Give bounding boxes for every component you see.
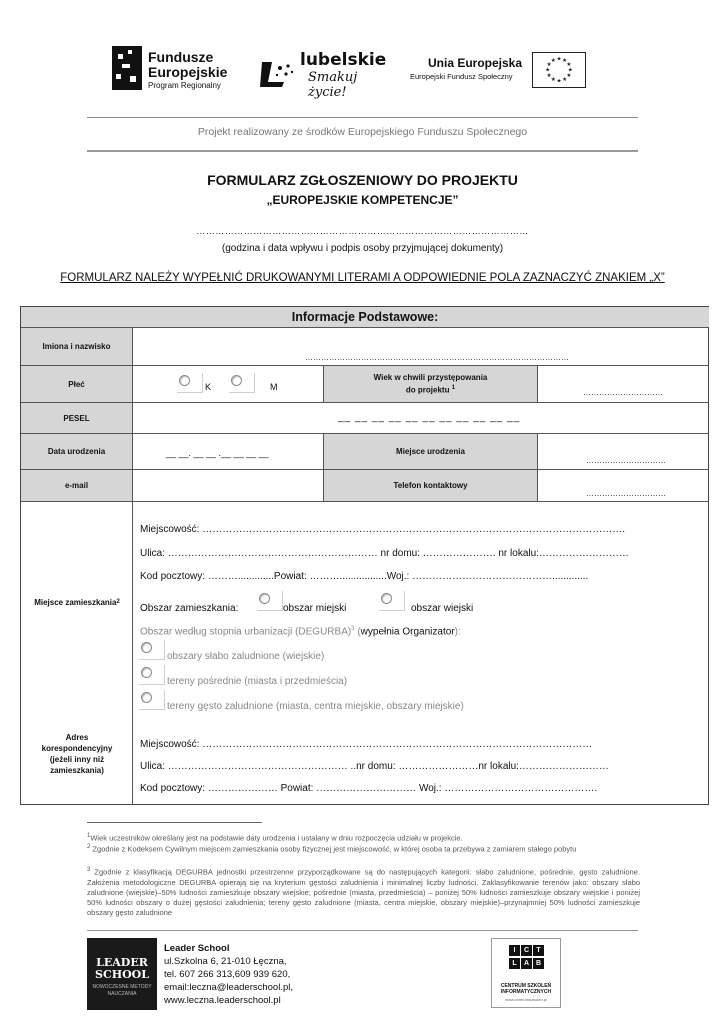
school-name: Leader School [164, 943, 230, 954]
name-label: Imiona i nazwisko [21, 328, 133, 366]
footnote-3: $^3$ Zgodnie z klasyfikacją DEGURBA jednostki przestrzenne przyporządkowane są do następujących kategorii: słabo zaludnione, pośrednie, gęsto zaludnione. Założenia metodologiczne DEGURBA opierają się na kryterium gęstości zaludnienia i minimalnej liczby ludności. Zaklasyfikowanie terenów jako: obszary słabo zaludnione (wiejskie)–50% ludności zamieszkuje obszary wiejskie; pośrednie (miasta, przedmieścia) – poniżej 50% ludności zamieszkuje obszary wiejskie i poniżej 50% ludności obszary o dużej gęstości zaludnienia; tereny gęsto zaludnione (miasta, centra miejskie, obszary miejskie)–przynajmniej 50% ludności zamieszkuje obszary gęsto zaludnione [87, 867, 640, 917]
footnote-divider [87, 822, 262, 823]
fill-instruction: FORMULARZ NALEŻY WYPEŁNIĆ DRUKOWANYMI LITERAMI A ODPOWIEDNIE POLA ZAZNACZYĆ ZNAKIEM „X” [60, 272, 665, 284]
svg-text:★: ★ [566, 61, 572, 68]
ue-title: Unia Europejska [428, 56, 523, 70]
basic-info-form [20, 306, 709, 805]
fe-line2: Europejskie [148, 64, 228, 80]
area-rural-radio[interactable] [379, 591, 405, 611]
svg-text:★: ★ [562, 76, 568, 83]
birth-place-label: Miejsce urodzenia [324, 434, 538, 470]
leader-school-contact [164, 942, 293, 1007]
signature-dots: …………………………………………………………………………………………… [196, 226, 529, 236]
unia-europejska-logo [410, 50, 605, 94]
ue-subtitle: Europejski Fundusz Społeczny [410, 72, 513, 81]
logo-bar [0, 40, 725, 100]
top-divider [87, 117, 638, 118]
area-label: Obszar zamieszkania: [140, 603, 239, 614]
corr-city-field[interactable]: Miejscowość: ……………………………………………………………………………………………………… [140, 739, 593, 750]
age-dots: ………………………… [583, 388, 663, 397]
area-rural-label: obszar wiejski [411, 603, 474, 614]
lubelskie-logo [258, 48, 387, 100]
corr-street-field[interactable]: Ulica: ……………………………………………… ..nr domu: ……………………nr lokalu:……………………… [140, 761, 609, 772]
footer-divider [87, 930, 638, 931]
footnote-1: $^1$Wiek uczestników określany jest na podstawie daty urodzenia i ustalany w dniu rozpoczęcia udziału w projekcie. [87, 833, 463, 843]
form-subtitle: „EUROPEJSKIE KOMPETENCJE” [266, 193, 459, 207]
svg-text:★: ★ [546, 61, 552, 68]
svg-text:★: ★ [566, 73, 572, 80]
svg-text:★: ★ [550, 57, 556, 64]
phone-field[interactable] [538, 470, 709, 502]
school-address: ul.Szkolna 6, 21-010 Łęczna, [164, 956, 287, 967]
degurba-heading: Obszar według stopnia urbanizacji (DEGURBA)$^3$ (wypełnia Organizator): [140, 626, 461, 638]
name-dots: ……………………………………………………………………………………… [305, 353, 569, 362]
area-city-radio[interactable] [257, 591, 283, 611]
section-header [21, 307, 709, 328]
lubelskie-slogan: Smakuj życie! [308, 70, 358, 100]
birth-place-field[interactable] [538, 434, 709, 470]
svg-text:★: ★ [550, 76, 556, 83]
birth-date-field[interactable] [133, 434, 324, 470]
school-email[interactable]: email:leczna@leaderschool.pl, [164, 982, 293, 993]
email-label: e-mail [21, 470, 133, 502]
section-title: Informacje Podstawowe: [291, 310, 439, 324]
lubelskie-mark-icon [258, 60, 296, 88]
svg-text:★: ★ [546, 73, 552, 80]
age-label: Wiek w chwili przystępowania do projektu $^1$ [324, 366, 538, 403]
pesel-dashes: __ __ __ __ __ __ __ __ __ __ __ [338, 412, 521, 423]
birth-date-label: Data urodzenia [21, 434, 133, 470]
svg-text:★: ★ [556, 56, 562, 63]
degurba-opt3-label: tereny gęsto zaludnione (miasta, centra miejskie, obszary miejskie) [167, 701, 464, 712]
leader-school-logo: LEADER SCHOOL NOWOCZESNE METODY NAUCZANIA [87, 938, 157, 1010]
svg-text:★: ★ [545, 67, 551, 74]
form-title: FORMULARZ ZGŁOSZENIOWY DO PROJEKTU [207, 172, 518, 188]
sex-k-label: K [205, 382, 212, 392]
degurba-opt1-label: obszary słabo zaludnione (wiejskie) [167, 651, 325, 662]
residence-city-field[interactable]: Miejscowość: ………………………………………………………………………………………………………………. [140, 524, 626, 535]
svg-text:★: ★ [562, 57, 568, 64]
sex-m-label: M [270, 382, 278, 392]
eu-flag-icon [532, 52, 586, 88]
residence-street-field[interactable]: Ulica: ……………………………………………………… nr domu: …………………. nr lokalu:……………………… [140, 548, 629, 559]
phone-label: Telefon kontaktowy [324, 470, 538, 502]
pesel-field[interactable] [133, 403, 709, 434]
degurba-opt3-radio[interactable] [139, 690, 165, 710]
header-divider [87, 150, 638, 152]
birth-place-dots: ………………………… [586, 456, 666, 465]
fe-mark-icon [112, 46, 142, 90]
project-note: Projekt realizowany ze środków Europejskiego Funduszu Społecznego [197, 126, 528, 138]
fundusze-europejskie-logo [112, 46, 232, 94]
sex-m-radio[interactable] [229, 373, 255, 393]
fe-line3: Program Regionalny [148, 81, 221, 90]
pesel-label: PESEL [21, 403, 133, 434]
sex-field [133, 366, 324, 403]
email-field[interactable] [133, 470, 324, 502]
address-field-column [133, 502, 709, 804]
school-website[interactable]: www.leczna.leaderschool.pl [164, 995, 281, 1006]
fe-line1: Fundusze [148, 49, 214, 65]
age-field[interactable] [538, 366, 709, 403]
ict-lab-logo: I C T L A B CENTRUM SZKOLEŃ INFORMATYCZNYCH www.centrumszkolen.pl [491, 938, 561, 1008]
svg-text:★: ★ [567, 67, 573, 74]
correspondence-label: Adres korespondencyjny (jeżeli inny niż zamieszkania) [41, 733, 113, 775]
sex-k-radio[interactable] [177, 373, 203, 393]
area-city-label: obszar miejski [283, 603, 347, 614]
school-phone: tel. 607 266 313,609 939 620, [164, 969, 291, 980]
footnote-2: $^2$ Zgodnie z Kodeksem Cywilnym miejscem zamieszkania osoby fizycznej jest miejscowość, w której osoba ta przebywa z zamiarem stałego pobytu [87, 844, 577, 854]
residence-label: Miejsce zamieszkania 2 [34, 598, 120, 607]
phone-dots: ………………………… [586, 489, 666, 498]
birth-date-mask: __ __. __ __ .__ __ __ __ [166, 448, 269, 458]
address-label-column [21, 502, 133, 804]
degurba-opt2-label: tereny pośrednie (miasta i przedmieścia) [167, 676, 348, 687]
signature-caption: (godzina i data wpływu i podpis osoby przyjmującej dokumenty) [221, 243, 504, 254]
sex-label: Płeć [21, 366, 133, 403]
residence-postal-field[interactable]: Kod pocztowy: ……….............Powiat: ……….................Woj.: ……………………………………............. [140, 571, 589, 582]
lubelskie-title: lubelskie [300, 50, 387, 70]
name-field[interactable] [133, 328, 709, 366]
degurba-opt1-radio[interactable] [139, 640, 165, 660]
degurba-opt2-radio[interactable] [139, 665, 165, 685]
svg-text:★: ★ [556, 78, 562, 85]
corr-postal-field[interactable]: Kod pocztowy: ………………… Powiat: ………………………… Woj.: ………………………………………. [140, 783, 598, 794]
